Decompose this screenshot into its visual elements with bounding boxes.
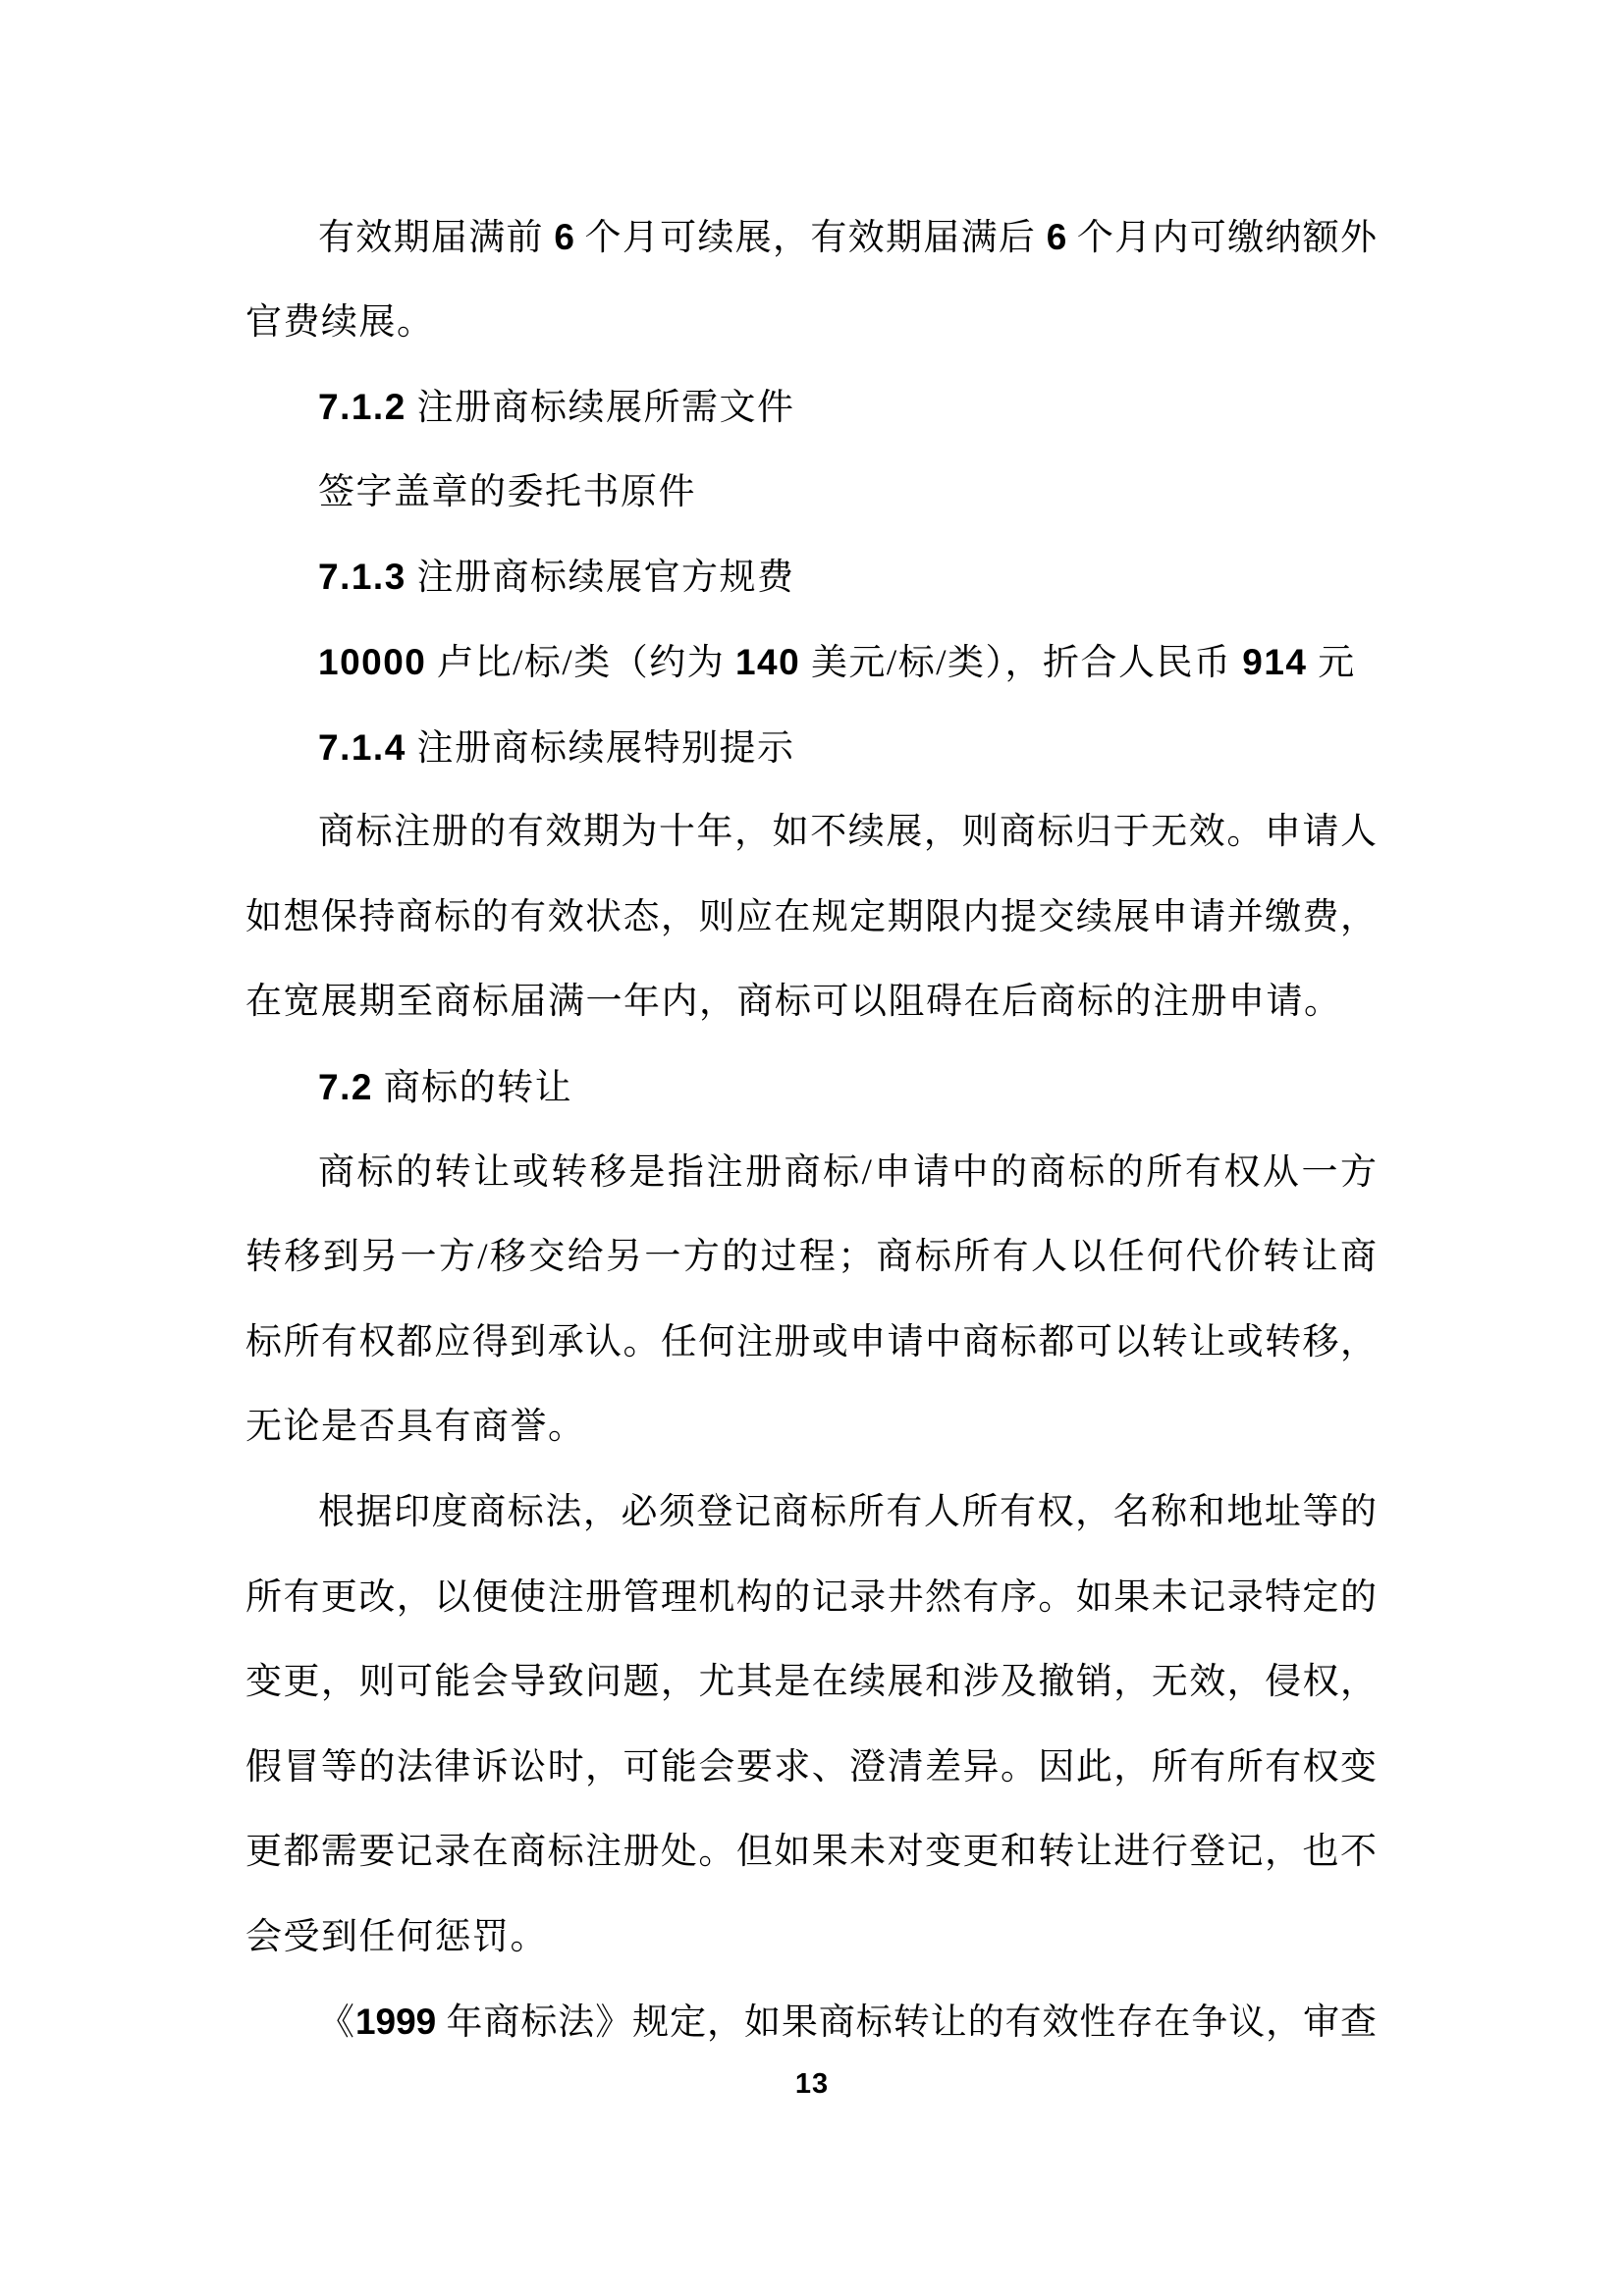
text-line: 标所有权都应得到承认。任何注册或申请中商标都可以转让或转移， bbox=[245, 1321, 1377, 1362]
text-line: 假冒等的法律诉讼时，可能会要求、澄清差异。因此，所有所有权变 bbox=[245, 1746, 1377, 1788]
text-line: 无论是否具有商誉。 bbox=[245, 1407, 586, 1448]
heading-line: 7.1.3 注册商标续展官方规费 bbox=[318, 557, 795, 599]
text-line: 更都需要记录在商标注册处。但如果未对变更和转让进行登记，也不 bbox=[245, 1832, 1377, 1873]
text-line: 官费续展。 bbox=[245, 301, 435, 343]
text-line: 10000 卢比/标/类（约为 140 美元/标/类），折合人民币 914 元 bbox=[318, 641, 1356, 683]
document-text-block bbox=[245, 195, 1377, 2065]
text-line: 在宽展期至商标届满一年内，商标可以阻碍在后商标的注册申请。 bbox=[245, 982, 1342, 1023]
text-line: 商标的转让或转移是指注册商标/申请中的商标的所有权从一方 bbox=[318, 1151, 1377, 1193]
text-line: 转移到另一方/移交给另一方的过程；商标所有人以任何代价转让商 bbox=[245, 1237, 1377, 1278]
text-line: 会受到任何惩罚。 bbox=[245, 1916, 548, 1957]
text-line: 商标注册的有效期为十年，如不续展，则商标归于无效。申请人 bbox=[318, 812, 1377, 853]
text-line: 根据印度商标法，必须登记商标所有人所有权，名称和地址等的 bbox=[318, 1491, 1377, 1532]
heading-line: 7.2 商标的转让 bbox=[318, 1066, 573, 1108]
heading-line: 7.1.2 注册商标续展所需文件 bbox=[318, 387, 795, 429]
text-line: 所有更改，以便使注册管理机构的记录井然有序。如果未记录特定的 bbox=[245, 1576, 1377, 1618]
text-line: 签字盖章的委托书原件 bbox=[318, 471, 696, 512]
heading-line: 7.1.4 注册商标续展特别提示 bbox=[318, 726, 795, 769]
text-line: 有效期届满前 6 个月可续展，有效期届满后 6 个月内可缴纳额外 bbox=[318, 217, 1377, 258]
text-line: 变更，则可能会导致问题，尤其是在续展和涉及撤销，无效，侵权， bbox=[245, 1662, 1377, 1703]
text-line: 《1999 年商标法》规定，如果商标转让的有效性存在争议，审查 bbox=[318, 2002, 1377, 2044]
page-number: 13 bbox=[794, 2068, 830, 2100]
text-line: 如想保持商标的有效状态，则应在规定期限内提交续展申请并缴费， bbox=[245, 896, 1377, 937]
